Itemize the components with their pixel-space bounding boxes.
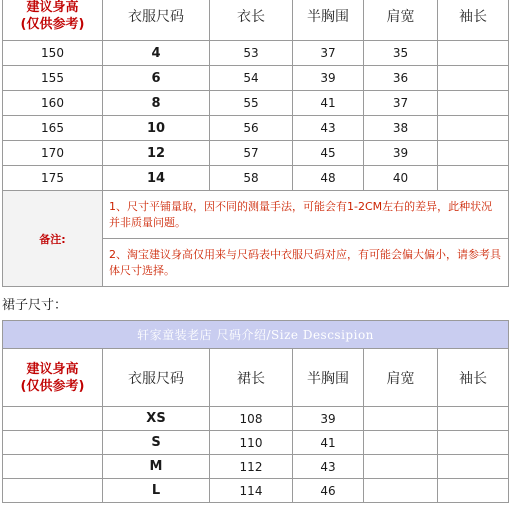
table-row [3,66,509,91]
table-row [3,116,509,141]
table-cell: 58 [210,166,293,191]
table-cell: 53 [210,41,293,66]
table-cell [364,455,438,479]
table-cell [438,431,509,455]
table-cell: 12 [103,141,210,166]
table-cell [438,455,509,479]
note-text-1: 1、尺寸平铺量取，因不同的测量手法，可能会有1-2CM左右的差异，此种状况并非质量问题。 [103,191,509,239]
table-cell: 45 [293,141,364,166]
table-cell [364,479,438,503]
table-cell: 14 [103,166,210,191]
header-sleeve: 袖长 [438,0,509,41]
header-half-chest: 半胸围 [293,0,364,41]
table-cell: 6 [103,66,210,91]
table-cell [438,41,509,66]
header-half-chest: 半胸围 [293,349,364,407]
table-cell: M [103,455,210,479]
table-cell [3,431,103,455]
table-row [3,91,509,116]
table-cell: 160 [3,91,103,116]
table-row [3,166,509,191]
table-cell: 41 [293,91,364,116]
header-skirt-length: 裙长 [210,349,293,407]
table-row [3,431,509,455]
skirt-size-heading: 裙子尺寸： [2,298,68,313]
skirt-size-table [2,320,509,503]
table-cell: XS [103,407,210,431]
table-cell: 57 [210,141,293,166]
table-cell: 175 [3,166,103,191]
header-sleeve: 袖长 [438,349,509,407]
table-cell [438,479,509,503]
table-cell: 108 [210,407,293,431]
table-cell: 39 [364,141,438,166]
table-row [3,479,509,503]
table-cell: 43 [293,116,364,141]
table-cell [438,66,509,91]
table-cell: 39 [293,66,364,91]
table-cell: 112 [210,455,293,479]
table-cell: 48 [293,166,364,191]
shop-banner: 轩家童装老店 尺码介绍/Size Descsipion [3,321,509,349]
table-cell: 55 [210,91,293,116]
clothing-size-table [2,0,509,287]
table-cell: 36 [364,66,438,91]
table-cell: 110 [210,431,293,455]
header-reference-label: (仅供参考) [20,16,85,32]
table-cell: 41 [293,431,364,455]
header-shoulder: 肩宽 [364,0,438,41]
table-row [3,455,509,479]
table-cell: 39 [293,407,364,431]
header-reference-label: (仅供参考) [20,378,85,394]
note-text-2: 2、淘宝建议身高仅用来与尺码表中衣服尺码对应，有可能会偏大偏小，请参考具体尺寸选择。 [103,239,509,287]
table-cell: 38 [364,116,438,141]
note-label: 备注: [39,232,66,246]
table-header-row [3,349,509,407]
header-height-label: 建议身高 [26,0,79,15]
table-cell: 4 [103,41,210,66]
table-cell [364,431,438,455]
table-cell [3,455,103,479]
table-cell: 56 [210,116,293,141]
table-cell: 8 [103,91,210,116]
header-suggested-height [3,349,103,407]
table-cell: 150 [3,41,103,66]
table-cell: 43 [293,455,364,479]
table-cell [438,407,509,431]
header-size: 衣服尺码 [103,0,210,41]
table-cell [364,407,438,431]
table-cell: 54 [210,66,293,91]
header-shoulder: 肩宽 [364,349,438,407]
table-cell [3,479,103,503]
table-cell: 114 [210,479,293,503]
table-cell: 37 [364,91,438,116]
table-cell: 40 [364,166,438,191]
table-cell: 35 [364,41,438,66]
header-length: 衣长 [210,0,293,41]
table-row [3,41,509,66]
table-row [3,141,509,166]
table-cell: 37 [293,41,364,66]
shop-banner-row [3,321,509,349]
table-cell [438,91,509,116]
table-cell: S [103,431,210,455]
note-row-1 [3,191,509,239]
note-label-cell [3,191,103,287]
table-cell: 155 [3,66,103,91]
table-cell [438,141,509,166]
table-cell [3,407,103,431]
table-row [3,407,509,431]
header-height-label: 建议身高 [26,361,79,377]
table-cell [438,116,509,141]
header-size: 衣服尺码 [103,349,210,407]
table-cell: 46 [293,479,364,503]
header-suggested-height [3,0,103,41]
table-cell: 10 [103,116,210,141]
table-cell: 170 [3,141,103,166]
table-cell [438,166,509,191]
table-cell: 165 [3,116,103,141]
table-cell: L [103,479,210,503]
table-header-row [3,0,509,41]
